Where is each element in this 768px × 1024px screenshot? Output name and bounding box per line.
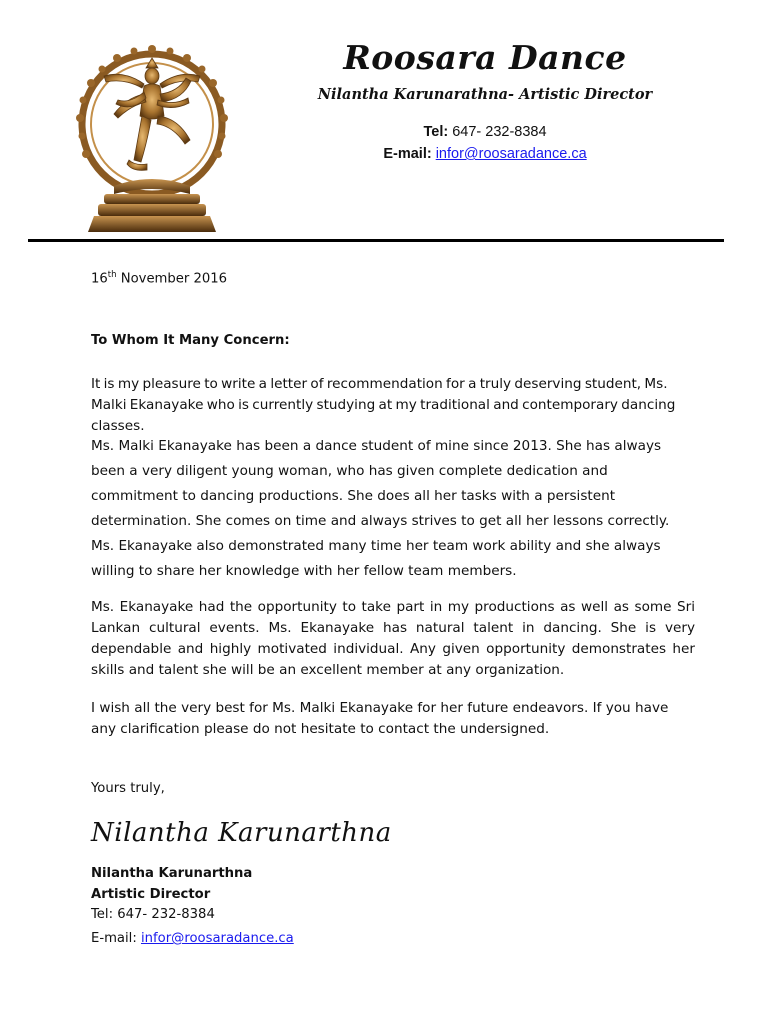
signer-email — [91, 931, 695, 946]
header-divider — [28, 239, 724, 242]
signer-email-link[interactable]: infor@roosaradance.ca — [140, 931, 294, 946]
paragraph-intro: It is my pleasure to write a letter of recommendation for a truly deserving student, Ms. Malki Ekanayake who is currently studying at my traditional and contemporary dancing classes. — [91, 376, 676, 434]
signer-title: Artistic Director — [91, 887, 211, 902]
nataraja-logo-icon — [74, 36, 230, 236]
header-tel — [290, 124, 680, 140]
salutation: To Whom It Many Concern: — [91, 333, 290, 348]
handwritten-signature: Nilantha Karunarthna — [91, 818, 392, 848]
signer-name: Nilantha Karunarthna — [91, 866, 253, 881]
signer-email-label: E-mail: — [91, 931, 141, 946]
date-rest: November 2016 — [116, 271, 228, 287]
date-day: 16 — [91, 271, 108, 287]
paragraph-talent: Ms. Ekanayake had the opportunity to take part in my productions as well as some Sri Lankan cultural events. Ms. Ekanayake has natural talent in dancing. She is very dependable and highly motivated individual. Any given opportunity demonstrates her skills and talent she will be an excellent member at any organization. — [91, 599, 695, 678]
paragraph-history: Ms. Malki Ekanayake has been a dance student of mine since 2013. She has always been a very diligent young woman, who has given complete dedication and commitment to dancing productions. She does all her tasks with a persistent determination. She comes on time and always strives to get all her lessons correctly. Ms. Ekanayake also demonstrated many time her team work ability and she always willing to share her knowledge with her fellow team members. — [91, 438, 670, 579]
paragraph-wishes: I wish all the very best for Ms. Malki Ekanayake for her future endeavors. If you have any clarification please do not hesitate to contact the undersigned. — [91, 700, 669, 737]
letter-date — [91, 270, 695, 286]
brand-title: Roosara Dance — [343, 38, 627, 77]
email-link[interactable]: infor@roosaradance.ca — [435, 146, 587, 162]
date-suffix: th — [107, 270, 117, 280]
brand-subtitle: Nilantha Karunarathna- Artistic Director — [317, 86, 653, 103]
signer-tel: Tel: 647- 232-8384 — [91, 907, 215, 922]
tel-value: 647- 232-8384 — [452, 124, 547, 140]
tel-label: Tel: — [423, 124, 449, 140]
closing: Yours truly, — [91, 781, 165, 796]
header-email — [290, 146, 680, 162]
email-label: E-mail: — [383, 146, 432, 162]
